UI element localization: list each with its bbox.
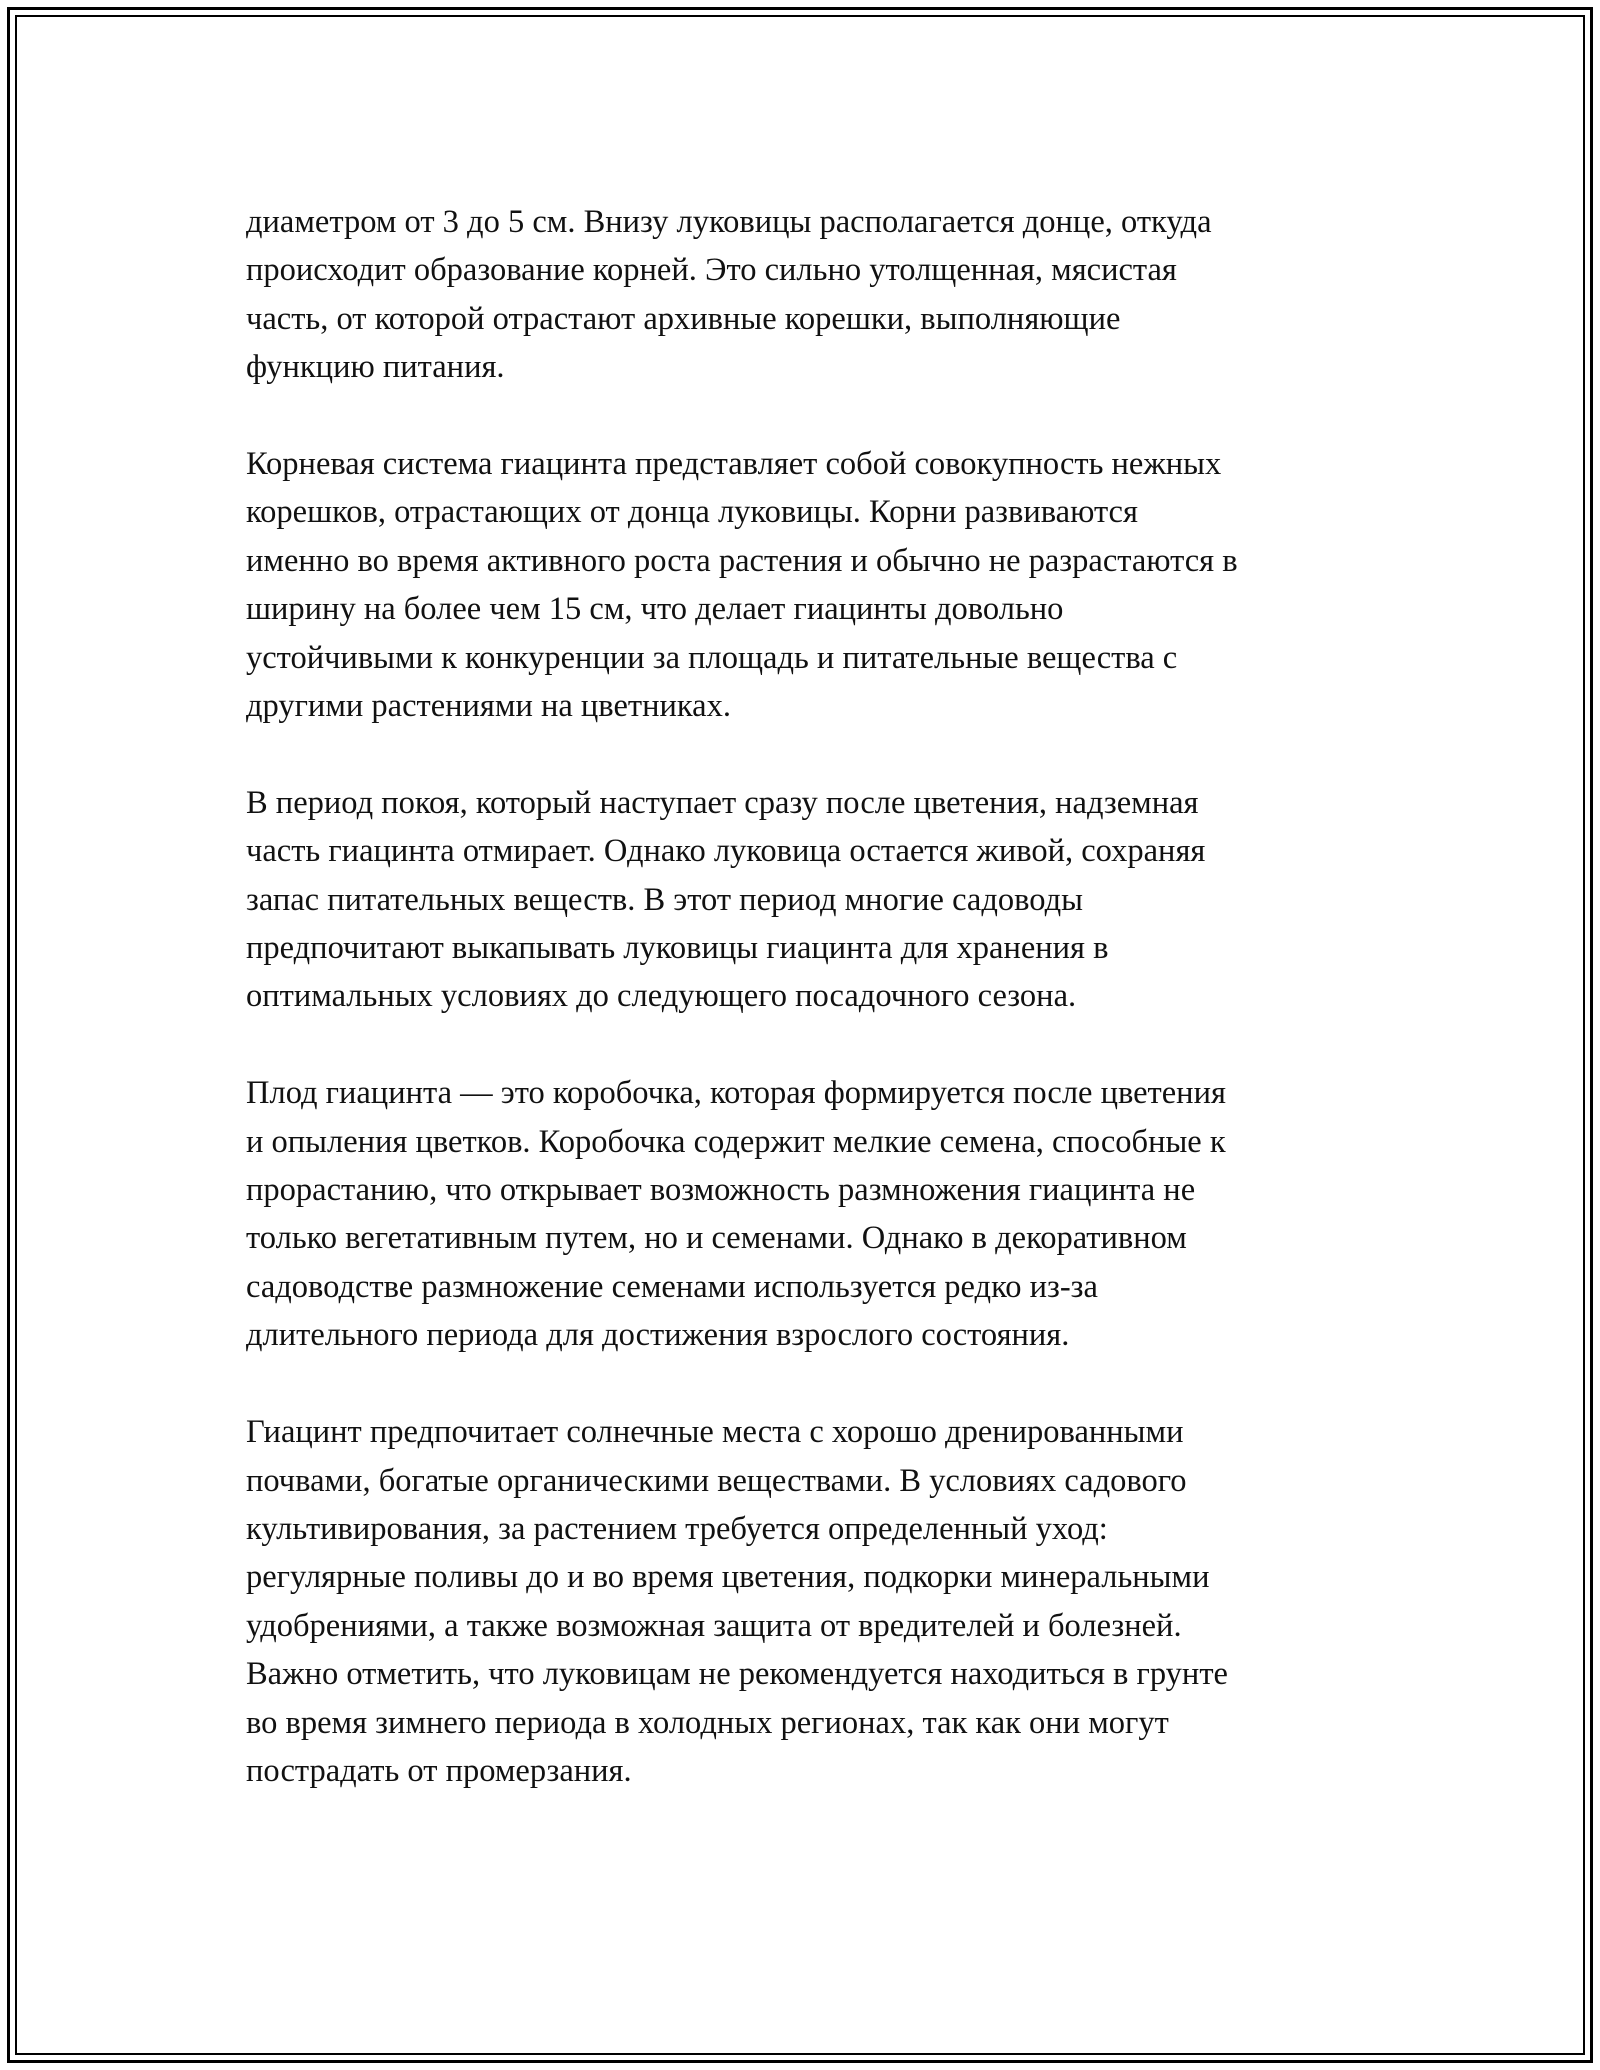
paragraph-3 bbox=[246, 779, 1376, 1021]
text-line: регулярные поливы до и во время цветения, подкорки минеральными bbox=[246, 1559, 1210, 1596]
text-line: диаметром от 3 до 5 см. Внизу луковицы располагается донце, откуда bbox=[246, 204, 1212, 240]
text-line: ширину на более чем 15 см, что делает гиацинты довольно bbox=[246, 591, 1064, 628]
text-line: Корневая система гиацинта представляет собой совокупность нежных bbox=[246, 446, 1222, 483]
text-line: часть, от которой отрастают архивные корешки, выполняющие bbox=[246, 300, 1121, 337]
text-line: длительного периода для достижения взрослого состояния. bbox=[246, 1317, 1070, 1354]
page-border bbox=[7, 7, 1593, 2063]
text-line: только вегетативным путем, но и семенами. Однако в декоративном bbox=[246, 1220, 1187, 1257]
paragraph-1 bbox=[246, 198, 1376, 392]
text-line: прорастанию, что открывает возможность размножения гиацинта не bbox=[246, 1172, 1196, 1209]
text-line: пострадать от промерзания. bbox=[246, 1752, 632, 1789]
text-line: В период покоя, который наступает сразу после цветения, надземная bbox=[246, 784, 1199, 821]
text-line: Гиацинт предпочитает солнечные места с хорошо дренированными bbox=[246, 1414, 1184, 1451]
text-line: запас питательных веществ. В этот период многие садоводы bbox=[246, 881, 1083, 918]
paragraph-4 bbox=[246, 1069, 1376, 1359]
text-line: почвами, богатые органическими веществами. В условиях садового bbox=[246, 1462, 1187, 1499]
text-line: садоводстве размножение семенами используется редко из-за bbox=[246, 1268, 1098, 1305]
text-line: Важно отметить, что луковицам не рекомендуется находиться в грунте bbox=[246, 1656, 1228, 1693]
paragraph-5 bbox=[246, 1408, 1376, 1795]
text-line: функцию питания. bbox=[246, 349, 505, 386]
text-line: корешков, отрастающих от донца луковицы. Корни развиваются bbox=[246, 494, 1138, 531]
text-line: устойчивыми к конкуренции за площадь и питательные вещества с bbox=[246, 639, 1178, 676]
text-line: культивирования, за растением требуется определенный уход: bbox=[246, 1510, 1108, 1547]
text-line: во время зимнего периода в холодных регионах, так как они могут bbox=[246, 1704, 1169, 1741]
text-line: происходит образование корней. Это сильно утолщенная, мясистая bbox=[246, 252, 1177, 289]
paragraph-2 bbox=[246, 440, 1376, 730]
text-line: предпочитают выкапывать луковицы гиацинта для хранения в bbox=[246, 930, 1109, 967]
text-line: и опыления цветков. Коробочка содержит мелкие семена, способные к bbox=[246, 1123, 1226, 1160]
text-line: удобрениями, а также возможная защита от вредителей и болезней. bbox=[246, 1607, 1182, 1644]
text-line: оптимальных условиях до следующего посадочного сезона. bbox=[246, 978, 1077, 1015]
text-line: часть гиацинта отмирает. Однако луковица остается живой, сохраняя bbox=[246, 833, 1206, 870]
document-body bbox=[246, 198, 1376, 1844]
text-line: Плод гиацинта — это коробочка, которая формируется после цветения bbox=[246, 1075, 1226, 1112]
text-line: именно во время активного роста растения и обычно не разрастаются в bbox=[246, 542, 1238, 579]
text-line: другими растениями на цветниках. bbox=[246, 688, 731, 725]
